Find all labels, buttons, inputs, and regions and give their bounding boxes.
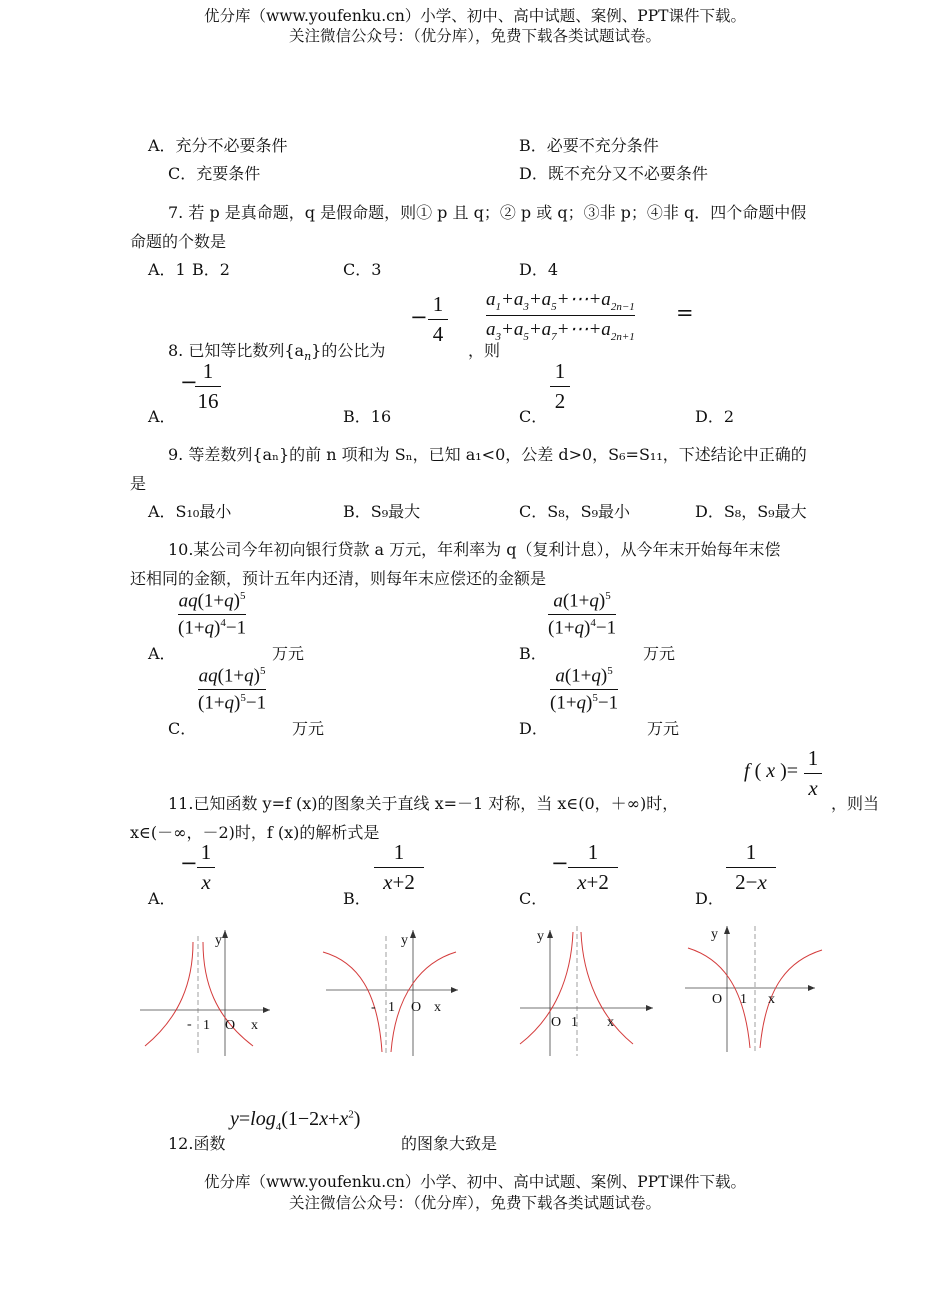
footer-line-2: 关注微信公众号：（优分库），免费下载各类试题试卷。: [288, 1194, 661, 1212]
q10-stem-line-2: 还相同的金额，预计五年内还清，则每年末应偿还的金额是: [130, 569, 547, 588]
graph-1: [135, 922, 275, 1062]
q9-option-b: B．S₉最大: [343, 502, 421, 521]
q11-option-c: C．: [519, 889, 548, 908]
q10-stem-line-1: 10.某公司今年初向银行贷款 a 万元，年利率为 q（复利计息），从今年末开始每年末偿: [168, 540, 781, 559]
q8-a-minus: −: [180, 370, 198, 394]
graph-3: [515, 922, 660, 1062]
q7-option-b: B．2: [192, 260, 230, 279]
q9-stem-line-1: 9. 等差数列{aₙ}的前 n 项和为 Sₙ，已知 a₁<0，公差 d>0，S₆=S₁₁，下述结论中正确的: [168, 445, 807, 464]
q8-ratio-minus: −: [410, 305, 428, 329]
q7-option-c: C．3: [343, 260, 382, 279]
q7-stem-line-2: 命题的个数是: [130, 232, 227, 251]
q7-option-d: D．4: [519, 260, 559, 279]
q6-option-d: D．既不充分又不必要条件: [519, 164, 708, 183]
q11-d-fraction: 1 2−x: [726, 840, 776, 895]
graph-4: [680, 922, 828, 1062]
q8-a-fraction: 1 16: [195, 359, 221, 414]
graph-1-origin: O: [225, 1018, 236, 1033]
q8-option-b: B．16: [343, 407, 392, 426]
q10-option-a: A．: [148, 644, 176, 663]
graph-4-x-label: x: [768, 992, 775, 1007]
graph-1-minus: -: [187, 1017, 192, 1032]
q7-stem-line-1: 7. 若 p 是真命题，q 是假命题，则① p 且 q；② p 或 q；③非 p；④非 q．四个命题中假: [168, 203, 807, 222]
graph-2-one: 1: [388, 1000, 395, 1015]
graph-2-minus: -: [371, 1000, 376, 1015]
q11-stem-line-1b: ，则当: [831, 794, 880, 813]
q9-stem-line-2: 是: [130, 474, 147, 493]
q6-option-c: C．充要条件: [168, 164, 261, 183]
graph-1-x-label: x: [251, 1018, 258, 1033]
q11-a-minus: −: [180, 851, 198, 875]
q10-a-unit: 万元: [272, 644, 305, 663]
graph-3-one: 1: [571, 1015, 578, 1030]
q11-option-a: A．: [148, 889, 176, 908]
q11-stem-line-2: x∈(－∞，－2)时，f (x)的解析式是: [130, 823, 380, 842]
q8-c-fraction: 1 2: [550, 359, 570, 414]
q11-c-fraction: 1 x+2: [568, 840, 618, 895]
q10-option-b: B．: [519, 644, 547, 663]
q11-stem-line-1a: 11.已知函数 y=f (x)的图象关于直线 x=－1 对称，当 x∈(0，＋∞)时，: [168, 794, 679, 813]
q10-c-fraction: $aq(1+q)^5$ $(1+q)^5-1$: [198, 665, 267, 714]
q10-d-fraction: $a(1+q)^5$ $(1+q)^5-1$: [550, 665, 619, 714]
q12-stem-b: 的图象大致是: [401, 1134, 498, 1153]
q7-option-a: A．1: [148, 260, 186, 279]
q10-b-fraction: $a(1+q)^5$ $(1+q)^4-1$: [548, 590, 617, 639]
q11-option-d: D．: [695, 889, 724, 908]
graph-2-x-label: x: [434, 1000, 441, 1015]
q12-stem-a: 12.函数: [168, 1134, 226, 1153]
graph-2-origin: O: [411, 1000, 422, 1015]
graph-1-one: 1: [203, 1018, 210, 1033]
q6-option-a: A．充分不必要条件: [148, 136, 288, 155]
q11-option-b: B．: [343, 889, 371, 908]
q8-expression: $a_1+a_3+a_5+\cdots+a_{2n-1}$ $a_3+a_5+a_7+\cdots+a_{2n+1}$: [486, 289, 635, 343]
footer-line-1: 优分库（www.youfenku.cn）小学、初中、高中试题、案例、PPT课件下载。: [203, 1173, 747, 1191]
graph-4-one: 1: [740, 992, 747, 1007]
q9-option-c: C．S₈，S₉最小: [519, 502, 630, 521]
q11-c-minus: −: [551, 851, 569, 875]
q11-b-fraction: 1 x+2: [374, 840, 424, 895]
graph-2: [318, 922, 463, 1062]
header-line-2: 关注微信公众号：（优分库），免费下载各类试题试卷。: [288, 27, 661, 45]
q10-d-unit: 万元: [647, 719, 680, 738]
q11-a-fraction: 1 x: [197, 840, 215, 895]
q10-a-fraction: $aq(1+q)^5$ $(1+q)^4-1$: [178, 590, 247, 639]
graph-4-y-label: y: [711, 927, 718, 942]
q10-c-unit: 万元: [292, 719, 325, 738]
graph-3-origin: O: [551, 1015, 562, 1030]
q11-fx-label: f ( x )=: [744, 760, 799, 782]
graph-3-y-label: y: [537, 929, 544, 944]
q10-option-d: D．: [519, 719, 548, 738]
q8-option-d: D．2: [695, 407, 735, 426]
q9-option-a: A．S₁₀最小: [148, 502, 232, 521]
q12-function: $y=\log_4(1-2x+x^2)$: [230, 1108, 361, 1133]
q11-fx-fraction: 1 x: [804, 746, 822, 801]
q8-option-c: C．: [519, 407, 548, 426]
graph-3-x-label: x: [607, 1015, 614, 1030]
q9-option-d: D．S₈，S₉最大: [695, 502, 807, 521]
q8-stem-then: ，则: [468, 341, 501, 360]
graph-4-origin: O: [712, 992, 723, 1007]
header-line-1: 优分库（www.youfenku.cn）小学、初中、高中试题、案例、PPT课件下载。: [203, 7, 747, 25]
q10-option-c: C．: [168, 719, 197, 738]
graph-2-y-label: y: [401, 933, 408, 948]
q8-ratio-fraction: 1 4: [428, 292, 448, 347]
q6-option-b: B．必要不充分条件: [519, 136, 659, 155]
q10-b-unit: 万元: [643, 644, 676, 663]
graph-1-y-label: y: [215, 933, 222, 948]
q8-stem: 8. 已知等比数列$\{a_n\}$的公比为: [168, 341, 386, 364]
q8-equals: =: [676, 301, 694, 325]
q8-option-a: A．: [148, 407, 176, 426]
